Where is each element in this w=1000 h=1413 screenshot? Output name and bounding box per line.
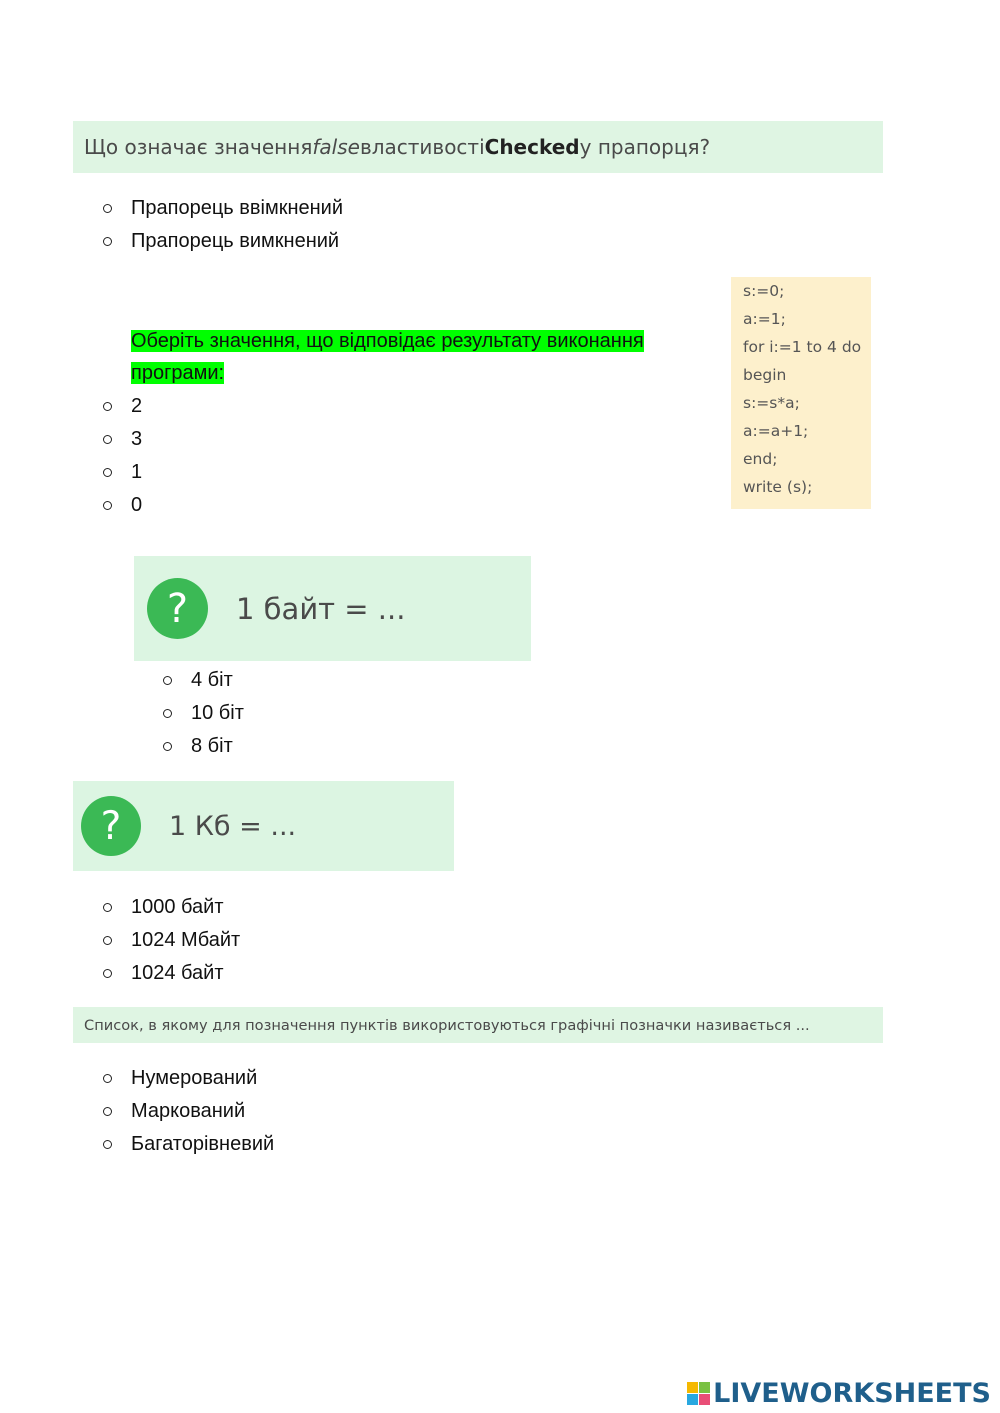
- radio-bullet-icon[interactable]: [103, 435, 112, 444]
- code-line: s:=s*a;: [743, 394, 800, 412]
- radio-bullet-icon[interactable]: [103, 204, 112, 213]
- question-2-option[interactable]: [103, 424, 142, 454]
- question-3-text: 1 байт = ...: [236, 591, 406, 626]
- option-label: 2: [131, 394, 143, 417]
- code-snippet: [731, 277, 871, 509]
- question-1-text-italic: false: [312, 135, 360, 159]
- question-4-text: 1 Кб = ...: [169, 810, 297, 842]
- code-line: end;: [743, 450, 778, 468]
- option-label: 0: [131, 493, 143, 516]
- question-4-option[interactable]: [103, 925, 240, 955]
- radio-bullet-icon[interactable]: [103, 501, 112, 510]
- code-line: s:=0;: [743, 282, 785, 300]
- option-label: Прапорець вимкнений: [131, 229, 340, 252]
- code-line: begin: [743, 366, 787, 384]
- question-4-card: [73, 781, 454, 871]
- radio-bullet-icon[interactable]: [103, 1074, 112, 1083]
- option-label: 1: [131, 460, 143, 483]
- option-label: 1024 байт: [131, 961, 224, 984]
- radio-bullet-icon[interactable]: [103, 1140, 112, 1149]
- question-1-text-before: Що означає значення: [84, 135, 313, 159]
- logo-text: LIVEWORKSHEETS: [713, 1377, 991, 1409]
- question-2-text: [131, 325, 691, 389]
- option-label: Багаторівневий: [131, 1132, 275, 1155]
- option-label: Нумерований: [131, 1066, 258, 1089]
- option-label: 8 біт: [191, 734, 233, 757]
- question-5-option[interactable]: [103, 1096, 245, 1126]
- option-label: 10 біт: [191, 701, 244, 724]
- question-3-option[interactable]: [163, 665, 233, 695]
- question-2-option[interactable]: [103, 457, 142, 487]
- question-1-option[interactable]: [103, 226, 339, 256]
- option-label: 1024 Мбайт: [131, 928, 241, 951]
- radio-bullet-icon[interactable]: [103, 237, 112, 246]
- question-1-option[interactable]: [103, 193, 343, 223]
- radio-bullet-icon[interactable]: [163, 709, 172, 718]
- liveworksheets-logo: [687, 1376, 991, 1410]
- radio-bullet-icon[interactable]: [163, 676, 172, 685]
- question-2-option[interactable]: [103, 391, 142, 421]
- question-5-option[interactable]: [103, 1129, 274, 1159]
- code-line: a:=1;: [743, 310, 786, 328]
- option-label: Прапорець ввімкнений: [131, 196, 344, 219]
- option-label: 3: [131, 427, 143, 450]
- code-line: a:=a+1;: [743, 422, 809, 440]
- question-1-text-after: у прапорця?: [579, 135, 711, 159]
- question-5-option[interactable]: [103, 1063, 257, 1093]
- question-3-option[interactable]: [163, 698, 244, 728]
- question-1-text-bold: Checked: [484, 135, 580, 159]
- question-mark-icon: ?: [147, 578, 208, 639]
- question-3-option[interactable]: [163, 731, 233, 761]
- question-1-text-middle: властивості: [359, 135, 485, 159]
- question-1-banner: [73, 121, 883, 173]
- logo-mark-icon: [687, 1382, 710, 1405]
- question-3-card: [134, 556, 531, 661]
- option-label: 1000 байт: [131, 895, 224, 918]
- radio-bullet-icon[interactable]: [103, 903, 112, 912]
- code-line: write (s);: [743, 478, 813, 496]
- question-5-text: Список, в якому для позначення пунктів використовуються графічні позначки називається ...: [84, 1016, 810, 1034]
- option-label: Маркований: [131, 1099, 246, 1122]
- question-4-option[interactable]: [103, 892, 224, 922]
- question-2-option[interactable]: [103, 490, 142, 520]
- code-line: for i:=1 to 4 do: [743, 338, 862, 356]
- radio-bullet-icon[interactable]: [103, 936, 112, 945]
- radio-bullet-icon[interactable]: [103, 402, 112, 411]
- question-5-banner: [73, 1007, 883, 1043]
- question-2-highlighted-text: Оберіть значення, що відповідає результату виконання програми:: [131, 330, 644, 384]
- radio-bullet-icon[interactable]: [103, 468, 112, 477]
- question-mark-icon: ?: [81, 796, 141, 856]
- radio-bullet-icon[interactable]: [103, 1107, 112, 1116]
- option-label: 4 біт: [191, 668, 233, 691]
- radio-bullet-icon[interactable]: [103, 969, 112, 978]
- question-4-option[interactable]: [103, 958, 224, 988]
- radio-bullet-icon[interactable]: [163, 742, 172, 751]
